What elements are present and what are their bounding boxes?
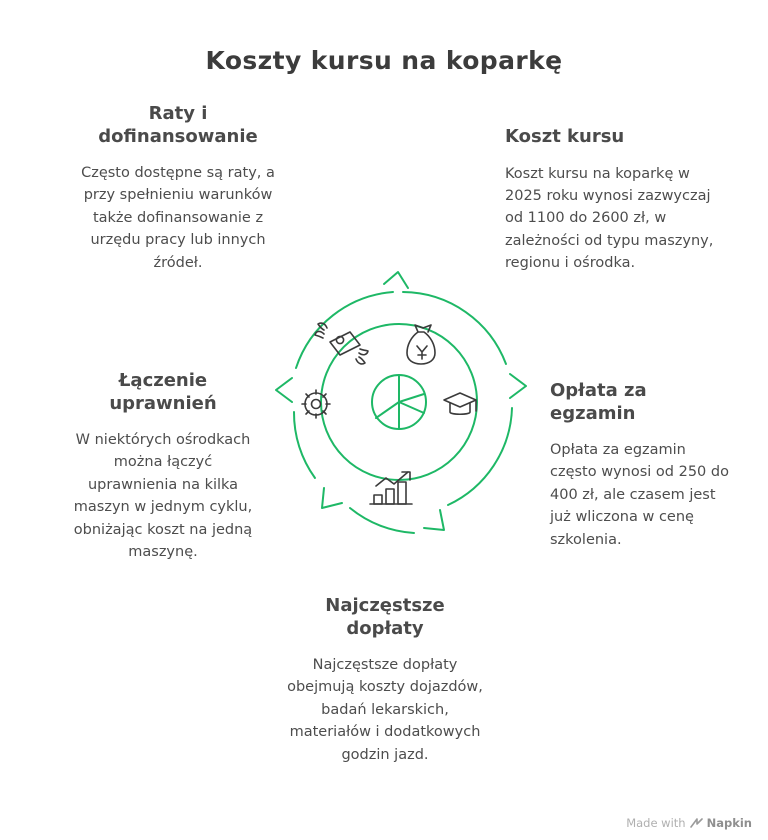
cycle-diagram [258, 262, 540, 586]
node-oplata-body: Opłata za egzamin często wynosi od 250 do 400 zł, ale czasem jest już wliczona w cenę szkolenia. [550, 442, 729, 548]
node-raty-i-dofinansowanie [78, 103, 278, 274]
napkin-logo-icon [690, 818, 703, 829]
node-laczenie-heading: Łączenie uprawnień [109, 370, 217, 414]
node-najczestsze-doplaty [285, 595, 485, 766]
node-koszt-heading: Koszt kursu [505, 126, 625, 147]
page-title: Koszty kursu na koparkę [205, 46, 563, 75]
made-with-napkin-credit [626, 816, 752, 830]
node-laczenie-body: W niektórych ośrodkach można łączyć uprawnienia na kilka maszyn w jednym cyklu, obniżając koszt na jedną maszynę. [73, 432, 253, 561]
node-oplata-heading: Opłata za egzamin [550, 380, 647, 424]
node-doplaty-body: Najczęstsze dopłaty obejmują koszty dojazdów, badań lekarskich, materiałów i dodatkowych godzin jazd. [287, 657, 483, 763]
node-laczenie-uprawnien [68, 370, 258, 564]
node-oplata-za-egzamin [550, 380, 730, 551]
gear-icon [302, 390, 330, 418]
napkin-brand-label: Napkin [706, 816, 752, 830]
node-raty-body: Często dostępne są raty, a przy spełnieniu warunków także dofinansowanie z urzędu pracy lub innych źródeł. [81, 165, 275, 271]
node-raty-heading: Raty i dofinansowanie [98, 103, 258, 147]
made-with-label: Made with [626, 816, 686, 830]
graduation-cap-icon [444, 393, 476, 414]
node-koszt-kursu [505, 126, 720, 275]
money-with-wings-icon [315, 323, 368, 364]
node-koszt-body: Koszt kursu na koparkę w 2025 roku wynosi zazwyczaj od 1100 do 2600 zł, w zależności od typu maszyny, regionu i ośrodka. [505, 165, 714, 272]
node-doplaty-heading: Najczęstsze dopłaty [325, 595, 445, 639]
